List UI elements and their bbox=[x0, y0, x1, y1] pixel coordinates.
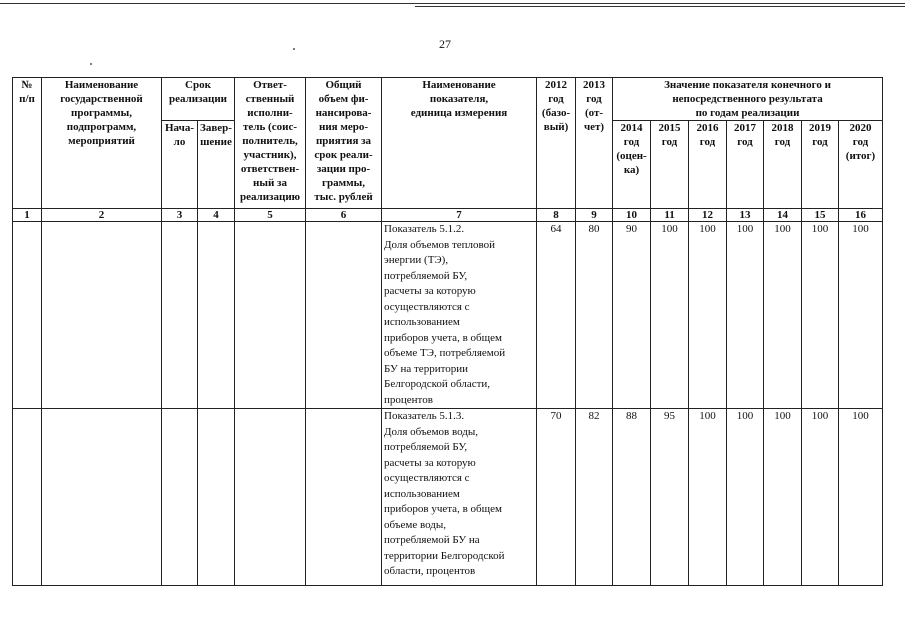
value-2019: 100 bbox=[802, 222, 839, 409]
page-number: 27 bbox=[439, 37, 451, 51]
col-number: 14 bbox=[764, 209, 802, 222]
empty-cell bbox=[198, 409, 235, 586]
col-number: 1 bbox=[13, 209, 42, 222]
value-2019: 100 bbox=[802, 409, 839, 586]
empty-cell bbox=[235, 409, 306, 586]
empty-cell bbox=[198, 222, 235, 409]
indicator-cell: Показатель 5.1.2. Доля объемов тепловой энергии (ТЭ), потребляемой БУ, расчеты за которую осуществляются с использованием приборов учета, в общем объеме ТЭ, потребляемой БУ на территории Белгородской области, процентов bbox=[382, 222, 537, 409]
col-number: 15 bbox=[802, 209, 839, 222]
header-2012: 2012 год (базо- вый) bbox=[537, 78, 576, 209]
empty-cell bbox=[42, 222, 162, 409]
header-row-1 bbox=[13, 78, 883, 121]
empty-cell bbox=[13, 222, 42, 409]
value-2017: 100 bbox=[727, 409, 764, 586]
value-2017: 100 bbox=[727, 222, 764, 409]
header-year-2019: 2019 год bbox=[802, 121, 839, 209]
col-number: 5 bbox=[235, 209, 306, 222]
header-num: № п/п bbox=[13, 78, 42, 209]
value-2018: 100 bbox=[764, 222, 802, 409]
value-2013: 80 bbox=[576, 222, 613, 409]
empty-cell bbox=[306, 222, 382, 409]
col-number: 13 bbox=[727, 209, 764, 222]
value-2012: 70 bbox=[537, 409, 576, 586]
empty-cell bbox=[162, 222, 198, 409]
value-2012: 64 bbox=[537, 222, 576, 409]
header-year-2020: 2020 год (итог) bbox=[839, 121, 883, 209]
header-program-name: Наименование государственной программы, подпрограмм, мероприятий bbox=[42, 78, 162, 209]
col-number: 3 bbox=[162, 209, 198, 222]
value-2020: 100 bbox=[839, 409, 883, 586]
indicator-table bbox=[12, 77, 883, 586]
header-2013: 2013 год (от- чет) bbox=[576, 78, 613, 209]
col-number: 11 bbox=[651, 209, 689, 222]
table-row bbox=[13, 222, 883, 409]
col-number: 6 bbox=[306, 209, 382, 222]
empty-cell bbox=[42, 409, 162, 586]
value-2015: 100 bbox=[651, 222, 689, 409]
col-number: 8 bbox=[537, 209, 576, 222]
header-end: Завер- шение bbox=[198, 121, 235, 209]
empty-cell bbox=[13, 409, 42, 586]
header-years-group: Значение показателя конечного и непосредственного результата по годам реализации bbox=[613, 78, 883, 121]
value-2016: 100 bbox=[689, 222, 727, 409]
col-number: 9 bbox=[576, 209, 613, 222]
empty-cell bbox=[235, 222, 306, 409]
header-year-2015: 2015 год bbox=[651, 121, 689, 209]
header-year-2016: 2016 год bbox=[689, 121, 727, 209]
empty-cell bbox=[162, 409, 198, 586]
header-term: Срок реализации bbox=[162, 78, 235, 121]
scan-top-line-2 bbox=[415, 6, 905, 7]
header-total-funding: Общий объем фи- нансирова- ния меро- приятия за срок реали- зации про- граммы, тыс. рублей bbox=[306, 78, 382, 209]
col-number: 4 bbox=[198, 209, 235, 222]
col-number: 7 bbox=[382, 209, 537, 222]
scan-speck bbox=[293, 48, 295, 50]
value-2016: 100 bbox=[689, 409, 727, 586]
empty-cell bbox=[306, 409, 382, 586]
scan-speck bbox=[90, 63, 92, 65]
value-2014: 88 bbox=[613, 409, 651, 586]
header-indicator-name: Наименование показателя, единица измерения bbox=[382, 78, 537, 209]
column-number-row bbox=[13, 209, 883, 222]
value-2018: 100 bbox=[764, 409, 802, 586]
value-2014: 90 bbox=[613, 222, 651, 409]
header-year-2014: 2014 год (оцен- ка) bbox=[613, 121, 651, 209]
col-number: 16 bbox=[839, 209, 883, 222]
value-2013: 82 bbox=[576, 409, 613, 586]
header-year-2017: 2017 год bbox=[727, 121, 764, 209]
col-number: 12 bbox=[689, 209, 727, 222]
col-number: 2 bbox=[42, 209, 162, 222]
table-row bbox=[13, 409, 883, 586]
col-number: 10 bbox=[613, 209, 651, 222]
header-start: Нача- ло bbox=[162, 121, 198, 209]
header-year-2018: 2018 год bbox=[764, 121, 802, 209]
value-2020: 100 bbox=[839, 222, 883, 409]
value-2015: 95 bbox=[651, 409, 689, 586]
scan-top-line bbox=[0, 3, 905, 4]
indicator-cell: Показатель 5.1.3. Доля объемов воды, потребляемой БУ, расчеты за которую осуществляются с использованием приборов учета, в общем объеме воды, потребляемой БУ на территории Белгородской области, процентов bbox=[382, 409, 537, 586]
header-responsible: Ответ- ственный исполни- тель (соис- полнитель, участник), ответствен- ный за реализацию bbox=[235, 78, 306, 209]
